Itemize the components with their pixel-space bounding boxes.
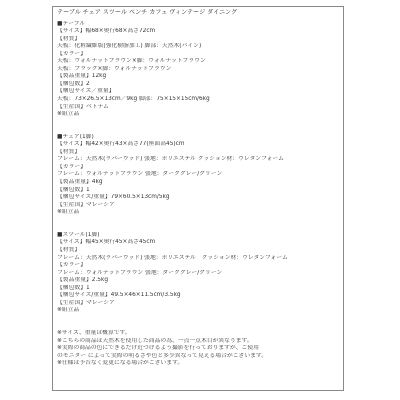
chair-assembly-note: ※組立品 [57, 209, 80, 216]
chair-section-heading: ■チェア(1脚) [57, 133, 94, 140]
chair-country: 【生産国】マレーシア [57, 201, 115, 208]
stool-package-count: 【梱包数】1 [57, 284, 90, 291]
note-line: ※実際の商品の色にできるだけ近づけるよう撮影を行っておりますが、ご使用 [57, 345, 259, 352]
spacer [57, 315, 341, 323]
stool-material-label: 【材質】 [57, 246, 81, 253]
stool-color: フレーム：ウォルナットブラウン 張地：ダークグレー/グリーン [57, 269, 223, 276]
chair-package-size: 【梱包サイズ/重量】79×60.5×13cm/5kg [57, 194, 170, 201]
chair-color: フレーム：ウォルナットブラウン 張地：ダークグレー/グリーン [57, 171, 223, 178]
stool-assembly-note: ※組立品 [57, 307, 80, 314]
stool-size: 【サイズ】幅45×奥行45×高さ45cm [57, 239, 156, 246]
table-section-heading: ■テーブル [57, 20, 86, 27]
stool-package-size: 【梱包サイズ/重量】49.5×46×11.5cm/3.5kg [57, 292, 181, 299]
spacer [57, 224, 341, 232]
note-line: ※サイズ、重量は概算です。 [57, 329, 131, 336]
chair-weight: 【製品重量】4kg [57, 179, 103, 186]
chair-package-count: 【梱包数】1 [57, 186, 90, 193]
note-line: ※こちらの商品は天然木を使用した商品の為、一点一点木目が異なります。 [57, 337, 253, 344]
table-color-2: 天板：ブラック×脚：ウォルナットブラウン [57, 65, 172, 72]
spec-content [57, 9, 341, 368]
table-country: 【生産国】ベトナム [57, 103, 109, 110]
product-spec-panel [52, 6, 344, 391]
table-material: 天板：化粧繊維版(強化樹脂加工) 脚部：天然木(パイン) [57, 43, 202, 50]
stool-weight: 【製品重量】2.5kg [57, 277, 109, 284]
chair-color-label: 【カラー】 [57, 163, 86, 170]
table-size: 【サイズ】幅68×奥行68×高さ72cm [57, 28, 156, 35]
stool-country: 【生産国】マレーシア [57, 299, 115, 306]
table-color-label: 【カラー】 [57, 50, 86, 57]
table-package-label: 【梱包サイズ／重量】 [57, 88, 115, 95]
spacer [57, 217, 341, 225]
chair-material: フレーム：天然木(ラバーウッド) 張地：ポリエステル クッション材：ウレタンフォーム [57, 156, 284, 163]
note-line: ※仕様は予告なく変更になる場合がございます。 [57, 360, 184, 367]
stool-material: フレーム：天然木(ラバーウッド) 張地：ポリエステル クッション材：ウレタンフォーム [57, 254, 288, 261]
note-line: のモニター によって実際の明るさや色と多少異なって見える場合がございます。 [57, 352, 268, 359]
table-color-1: 天板：ウォルナットブラウン×脚：ウォルナットブラウン [57, 58, 206, 65]
table-material-label: 【材質】 [57, 35, 81, 42]
spacer [57, 119, 341, 127]
spacer [57, 322, 341, 330]
stool-section-heading: ■スツール(1脚) [57, 231, 100, 238]
chair-size: 【サイズ】幅42×奥行43×高さ77(座面高45)cm [57, 141, 185, 148]
chair-material-label: 【材質】 [57, 148, 81, 155]
table-assembly-note: ※組立品 [57, 111, 80, 118]
product-title: テーブル チェア スツール ベンチ カフェ ヴィンテージ ダイニング [57, 9, 238, 16]
spacer [57, 126, 341, 134]
table-package-size: 天板：73×26.5×13cm／9kg 脚部：75×15×15cm/6kg [57, 96, 210, 103]
table-package-count: 【梱包数】2 [57, 80, 90, 87]
stool-color-label: 【カラー】 [57, 262, 86, 269]
table-weight: 【製品重量】12kg [57, 73, 107, 80]
